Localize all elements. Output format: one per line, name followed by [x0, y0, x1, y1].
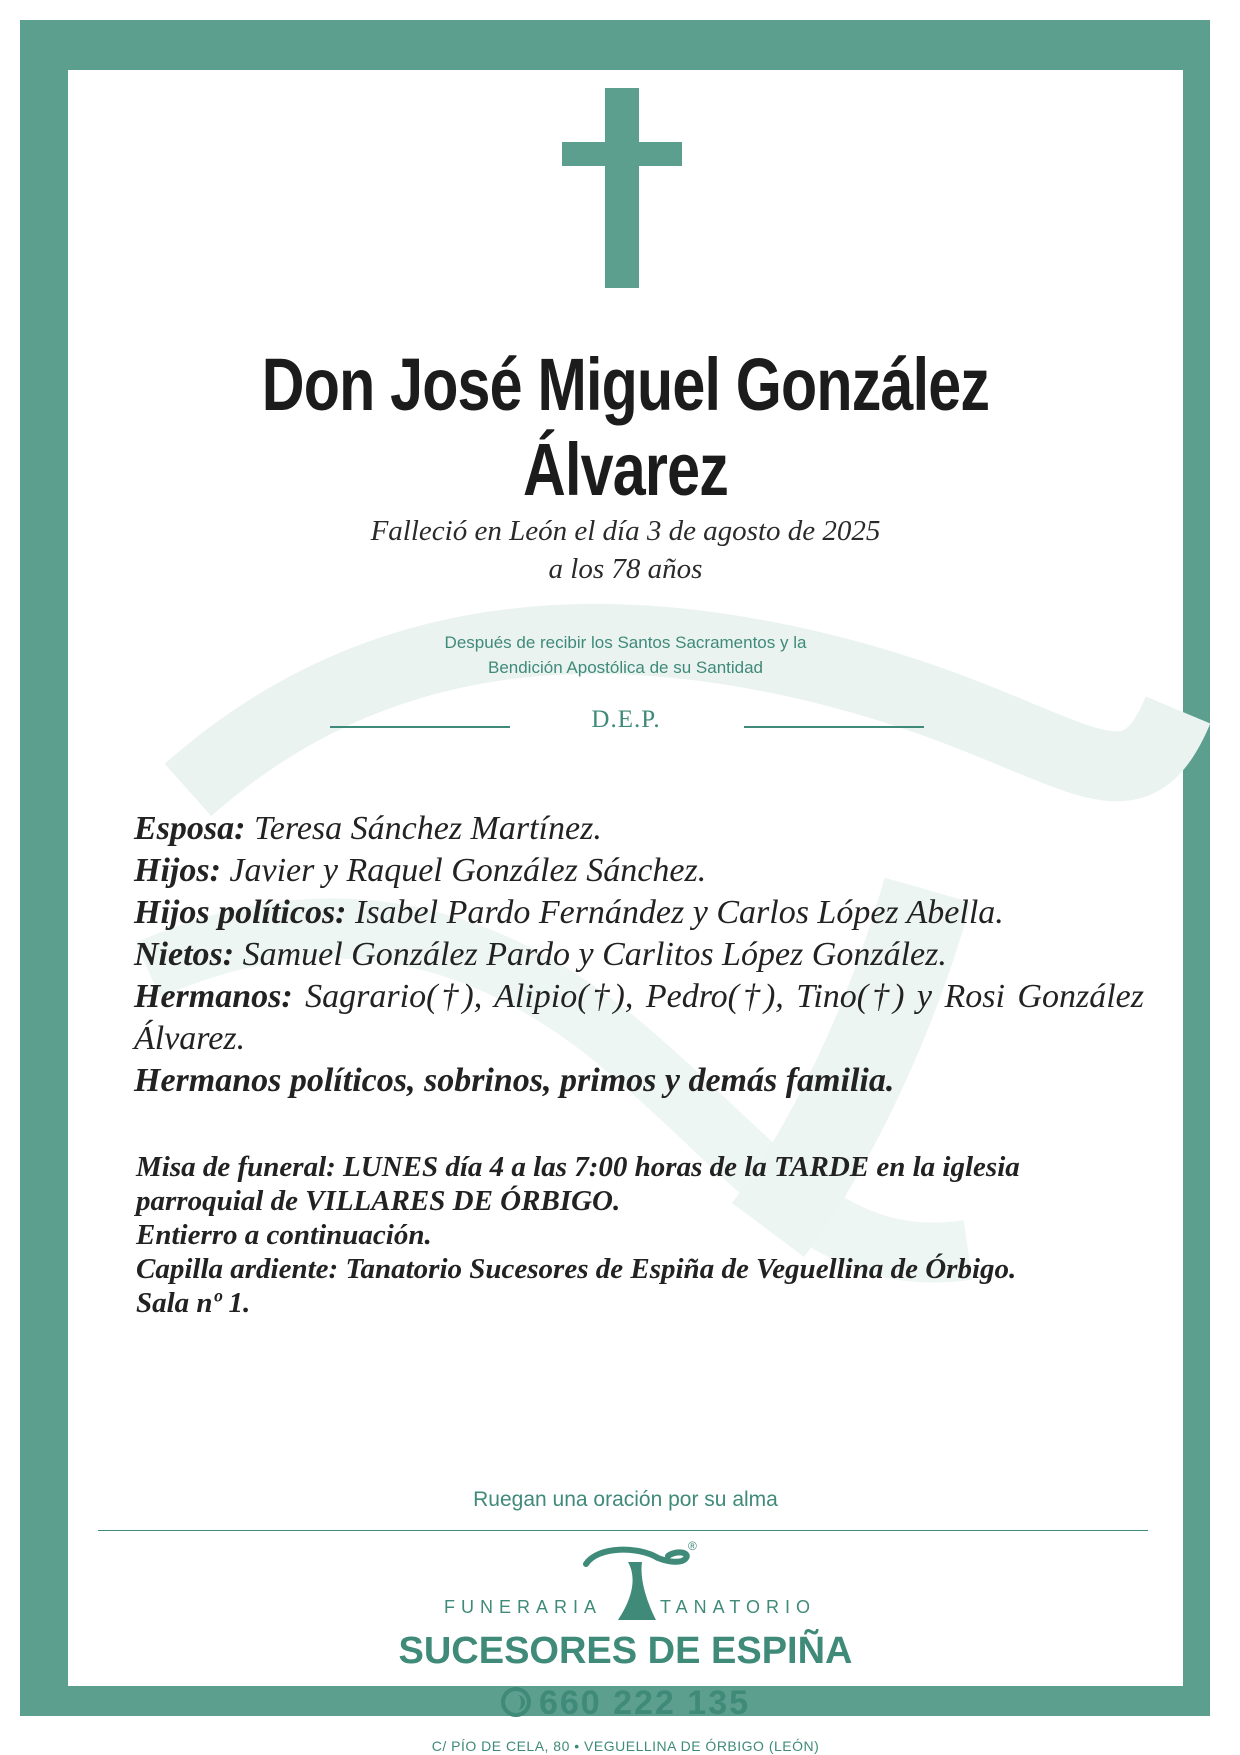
obituary-card	[68, 70, 1183, 1754]
siblings-names: Sagrario(†), Alipio(†), Pedro(†), Tino(†) y Rosi González Álvarez.	[134, 978, 1144, 1057]
cross-icon	[562, 88, 682, 288]
siblings-label: Hermanos:	[134, 978, 293, 1015]
funeral-room: Sala nº 1.	[136, 1287, 251, 1319]
phone-icon	[501, 1687, 531, 1717]
footer-separator	[98, 1530, 1148, 1531]
family-children	[134, 850, 1144, 892]
registered-mark: ®	[688, 1539, 697, 1553]
divider-left	[330, 726, 510, 728]
spouse-label: Esposa:	[134, 810, 246, 847]
funeraria-label: FUNERARIA	[444, 1597, 603, 1617]
inlaws-names: Isabel Pardo Fernández y Carlos López Abella.	[346, 894, 1004, 931]
company-address: C/ PÍO DE CELA, 80 • VEGUELLINA DE ÓRBIGO (LEÓN)	[431, 1738, 820, 1754]
inlaws-label: Hijos políticos:	[134, 894, 347, 931]
family-spouse	[134, 808, 1144, 850]
sacraments-line-2: Bendición Apostólica de su Santidad	[487, 658, 764, 677]
grandchildren-label: Nietos:	[134, 936, 235, 973]
company-phone	[68, 1684, 1183, 1723]
sacraments-line-1: Después de recibir los Santos Sacramentos y la	[444, 633, 807, 652]
family-siblings	[134, 976, 1144, 1060]
tanatorio-label: TANATORIO	[660, 1597, 817, 1617]
funeral-chapel: Capilla ardiente: Tanatorio Sucesores de Espiña de Veguellina de Órbigo.	[136, 1253, 1017, 1285]
sacraments-text	[68, 630, 1183, 680]
funeral-mass: Misa de funeral: LUNES día 4 a las 7:00 horas de la TARDE en la iglesia parroquial de VILLARES DE ÓRBIGO.	[136, 1151, 1020, 1217]
divider-right	[744, 726, 924, 728]
company-name: SUCESORES DE ESPIÑA	[398, 1630, 853, 1672]
death-date: Falleció en León el día 3 de agosto de 2025	[370, 515, 881, 547]
family-others: Hermanos políticos, sobrinos, primos y demás familia.	[134, 1062, 895, 1099]
children-names: Javier y Raquel González Sánchez.	[220, 852, 707, 889]
funeral-details	[136, 1150, 1146, 1320]
family-inlaws	[134, 892, 1144, 934]
deceased-name: Don José Miguel González Álvarez	[261, 343, 990, 511]
prayer-request: Ruegan una oración por su alma	[473, 1488, 778, 1511]
family-list	[134, 808, 1144, 1102]
grandchildren-names: Samuel González Pardo y Carlitos López González.	[234, 936, 947, 973]
death-info	[68, 512, 1183, 588]
rip-text: D.E.P.	[591, 706, 661, 733]
family-grandchildren	[134, 934, 1144, 976]
phone-number: 660 222 135	[538, 1684, 751, 1722]
spouse-names: Teresa Sánchez Martínez.	[245, 810, 602, 847]
death-age: a los 78 años	[548, 553, 703, 585]
funeral-burial: Entierro a continuación.	[136, 1219, 432, 1251]
children-label: Hijos:	[134, 852, 221, 889]
